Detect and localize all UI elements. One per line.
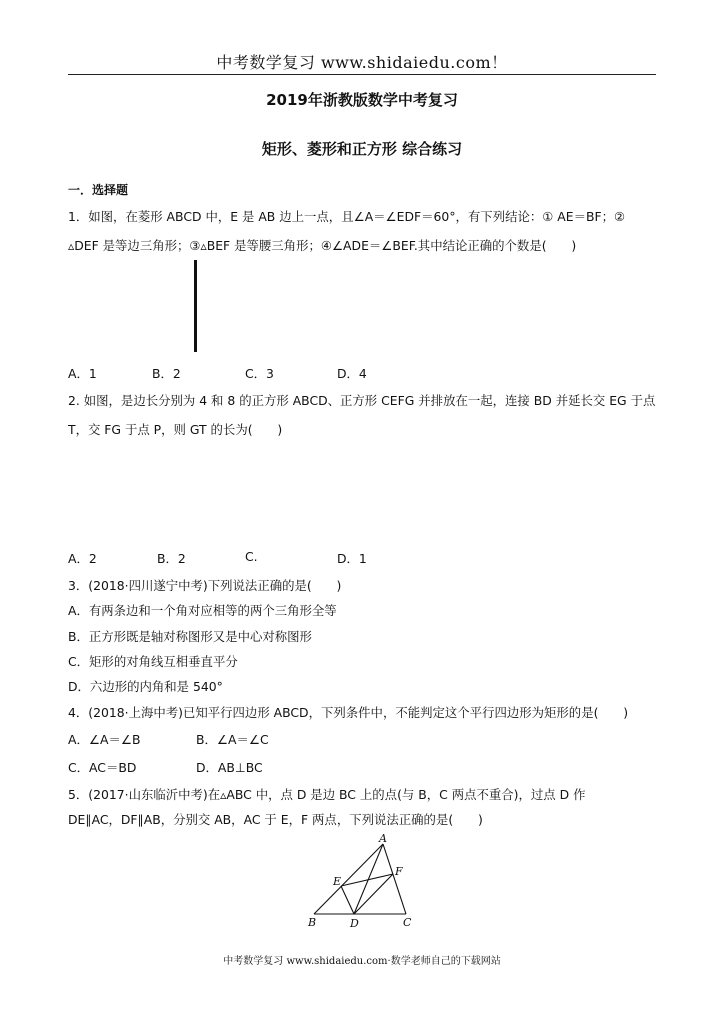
section-heading: 一．选择题 xyxy=(68,183,129,197)
q2-option-c: C. xyxy=(245,549,258,564)
q3-stem: 3．(2018·四川遂宁中考)下列说法正确的是( ) xyxy=(68,578,342,593)
q4-option-c: C．AC＝BD xyxy=(68,760,137,775)
q2-option-b: B．2 xyxy=(157,551,186,566)
q1-stem-line2: ▵DEF 是等边三角形；③▵BEF 是等腰三角形；④∠ADE＝∠BEF.其中结论正确的个数是( ) xyxy=(68,238,577,253)
q1-option-b: B．2 xyxy=(152,366,181,381)
q3-option-c: C．矩形的对角线互相垂直平分 xyxy=(68,654,238,669)
segment-df xyxy=(354,874,393,914)
q4-option-a: A．∠A＝∠B xyxy=(68,732,141,747)
q2-option-d: D．1 xyxy=(337,551,367,566)
label-d: D xyxy=(350,917,359,930)
q3-option-b: B．正方形既是轴对称图形又是中心对称图形 xyxy=(68,629,312,644)
header-divider xyxy=(68,74,656,75)
segment-ad xyxy=(354,844,383,914)
q1-stem-line1: 1．如图，在菱形 ABCD 中，E 是 AB 边上一点，且∠A＝∠EDF＝60°，有下列结论：① AE＝BF；② xyxy=(68,209,626,224)
q1-figure-placeholder xyxy=(194,260,197,352)
page-footer: 中考数学复习 www.shidaiedu.com·数学老师自己的下载网站 xyxy=(223,956,501,967)
q1-option-c: C．3 xyxy=(245,366,274,381)
q5-stem-line2: DE∥AC，DF∥AB，分别交 AB，AC 于 E，F 两点，下列说法正确的是( ) xyxy=(68,812,483,827)
q1-option-d: D．4 xyxy=(337,366,367,381)
label-a: A xyxy=(379,832,387,845)
edge-ac xyxy=(383,844,406,914)
q4-option-b: B．∠A＝∠C xyxy=(196,732,269,747)
q1-option-a: A．1 xyxy=(68,366,97,381)
document-title: 2019年浙教版数学中考复习 xyxy=(266,91,458,109)
q3-option-d: D．六边形的内角和是 540° xyxy=(68,679,223,694)
label-f: F xyxy=(395,865,403,878)
label-c: C xyxy=(403,916,412,929)
document-subtitle: 矩形、菱形和正方形 综合练习 xyxy=(261,140,463,158)
segment-ef xyxy=(341,874,393,886)
label-e: E xyxy=(333,875,342,888)
q3-option-a: A．有两条边和一个角对应相等的两个三角形全等 xyxy=(68,603,337,618)
q5-triangle-figure xyxy=(300,832,425,932)
q2-stem-line1: 2. 如图，是边长分别为 4 和 8 的正方形 ABCD、正方形 CEFG 并排放在一起，连接 BD 并延长交 EG 于点 xyxy=(68,393,656,408)
q2-option-a: A．2 xyxy=(68,551,97,566)
label-b: B xyxy=(308,916,317,929)
q2-stem-line2: T，交 FG 于点 P，则 GT 的长为( ) xyxy=(68,422,283,437)
q4-option-d: D．AB⊥BC xyxy=(196,760,263,775)
segment-de xyxy=(341,886,354,914)
q5-stem-line1: 5．(2017·山东临沂中考)在▵ABC 中，点 D 是边 BC 上的点(与 B，C 两点不重合)，过点 D 作 xyxy=(68,787,586,802)
q4-stem: 4．(2018·上海中考)已知平行四边形 ABCD，下列条件中，不能判定这个平行四边形为矩形的是( ) xyxy=(68,705,629,720)
page-header: 中考数学复习 www.shidaiedu.com！ xyxy=(216,53,508,72)
